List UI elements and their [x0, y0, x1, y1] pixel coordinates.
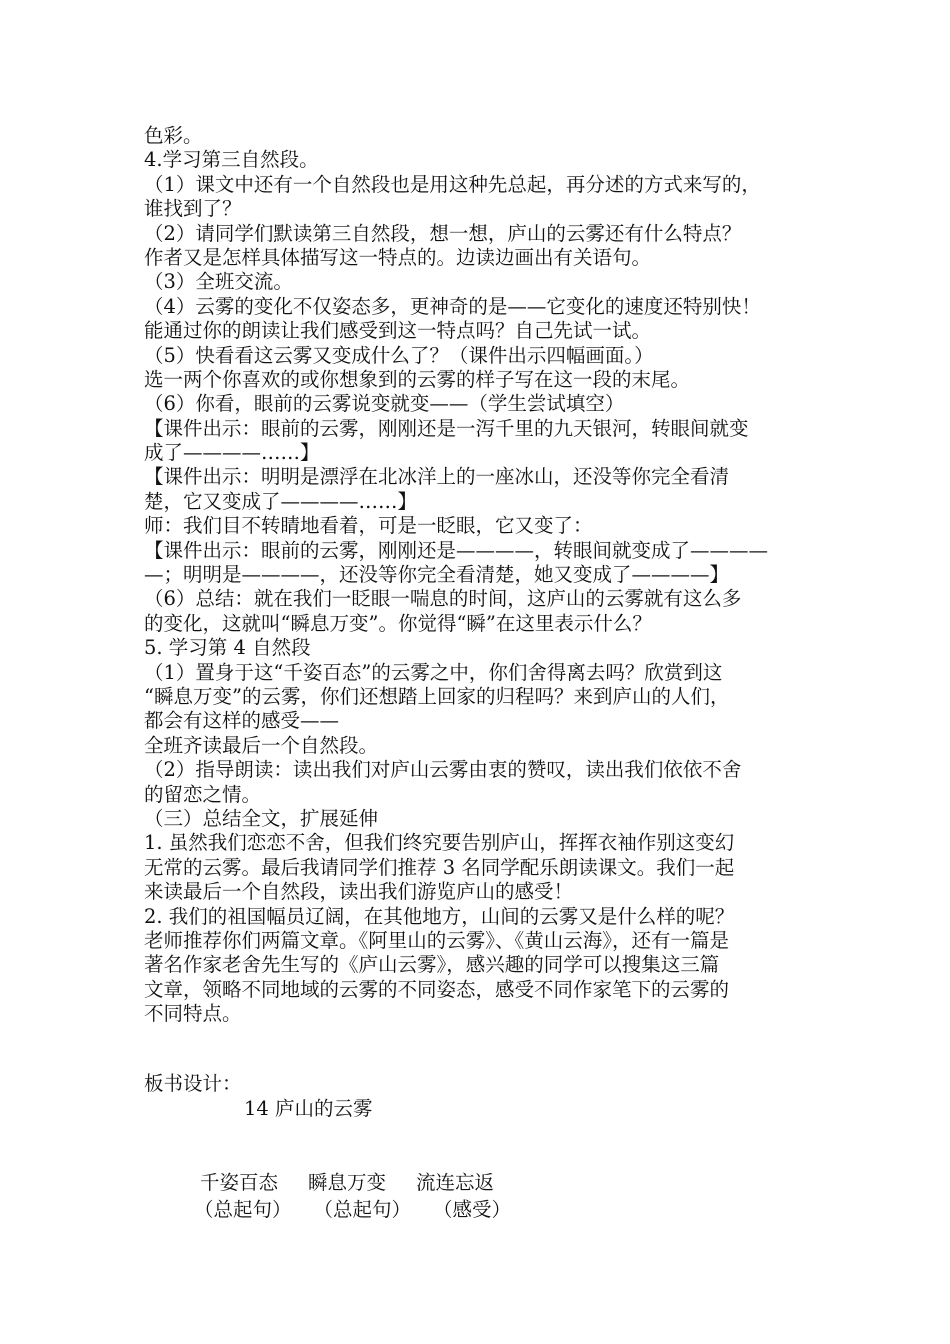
board-design-heading: 板书设计： [144, 1072, 242, 1096]
text-line: （三）总结全文，扩展延伸 [144, 806, 379, 830]
text-line: 全班齐读最后一个自然段。 [144, 733, 379, 757]
text-line: 色彩。 [144, 124, 203, 147]
document-page [144, 124, 824, 1222]
text-line: 著名作家老舍先生写的《庐山云雾》，感兴趣的同学可以搜集这三篇 [144, 953, 720, 977]
text-line: 作者又是怎样具体描写这一特点的。边读边画出有关语句。 [144, 245, 652, 269]
text-line: —；明明是————，还没等你完全看清楚，她又变成了————】 [144, 563, 730, 587]
board-notes-row [144, 1198, 824, 1222]
text-line: （2）请同学们默读第三自然段，想一想，庐山的云雾还有什么特点？ [144, 221, 742, 245]
lesson-body [144, 124, 824, 1026]
board-terms-row [144, 1171, 824, 1195]
text-line: （1）置身于这“千姿百态”的云雾之中，你们舍得离去吗？欣赏到这 [144, 660, 723, 684]
text-line: （3）全班交流。 [144, 270, 293, 294]
board-term: 流连忘返 [416, 1171, 495, 1195]
text-line: 5. 学习第 4 自然段 [144, 636, 311, 660]
text-line: （4）云雾的变化不仅姿态多，更神奇的是——它变化的速度还特别快！ [144, 294, 761, 318]
text-line: 老师推荐你们两篇文章。《阿里山的云雾》、《黄山云海》，还有一篇是 [144, 928, 730, 952]
text-line: 来读最后一个自然段，读出我们游览庐山的感受！ [144, 880, 574, 904]
text-line: 不同特点。 [144, 1002, 242, 1026]
text-line: （5）快看看这云雾又变成什么了？（课件出示四幅画面。） [144, 343, 654, 367]
text-line: （2）指导朗读：读出我们对庐山云雾由衷的赞叹，读出我们依依不舍 [144, 758, 742, 782]
board-spacer [144, 1121, 824, 1145]
text-line: （6）总结：就在我们一眨眼一喘息的时间，这庐山的云雾就有这么多 [144, 587, 742, 611]
text-line: 无常的云雾。最后我请同学们推荐 3 名同学配乐朗读课文。我们一起 [144, 855, 735, 879]
text-line: 都会有这样的感受—— [144, 709, 340, 733]
text-line: 【课件出示：眼前的云雾，刚刚还是————，转眼间就变成了———— [144, 538, 769, 562]
text-line: 师：我们目不转睛地看着，可是一眨眼，它又变了： [144, 514, 593, 538]
text-line: （1）课文中还有一个自然段也是用这种先总起，再分述的方式来写的， [144, 172, 761, 196]
board-term: 瞬息万变 [308, 1171, 387, 1195]
text-line: “瞬息万变”的云雾，你们还想踏上回家的归程吗？来到庐山的人们， [144, 684, 730, 708]
text-line: 1. 虽然我们恋恋不舍，但我们终究要告别庐山，挥挥衣袖作别这变幻 [144, 831, 735, 855]
text-line: 的留恋之情。 [144, 782, 262, 806]
text-line: 选一两个你喜欢的或你想象到的云雾的样子写在这一段的末尾。 [144, 367, 691, 391]
text-line: 能通过你的朗读让我们感受到这一特点吗？自己先试一试。 [144, 319, 652, 343]
board-note: （感受） [433, 1197, 512, 1221]
text-line: 成了————……】 [144, 441, 320, 465]
board-design-title: 14 庐山的云雾 [244, 1096, 373, 1120]
board-spacer [144, 1145, 824, 1169]
board-note: （总起句） [194, 1197, 292, 1221]
text-line: 4.学习第三自然段。 [144, 148, 319, 172]
text-line: 谁找到了？ [144, 197, 242, 221]
text-line: 2. 我们的祖国幅员辽阔，在其他地方，山间的云雾又是什么样的呢？ [144, 904, 735, 928]
text-line: （6）你看，眼前的云雾说变就变——（学生尝试填空） [144, 392, 625, 416]
text-line: 文章，领略不同地域的云雾的不同姿态，感受不同作家笔下的云雾的 [144, 977, 730, 1001]
text-line: 【课件出示：眼前的云雾，刚刚还是一泻千里的九天银河，转眼间就变 [144, 416, 749, 440]
board-note: （总起句） [313, 1197, 412, 1221]
text-line: 楚，它又变成了————……】 [144, 489, 418, 513]
text-line: 的变化，这就叫“瞬息万变”。你觉得“瞬”在这里表示什么？ [144, 611, 652, 635]
text-line: 【课件出示：明明是漂浮在北冰洋上的一座冰山，还没等你完全看清 [144, 465, 730, 489]
section-gap [144, 1026, 824, 1072]
board-term: 千姿百态 [200, 1171, 279, 1195]
